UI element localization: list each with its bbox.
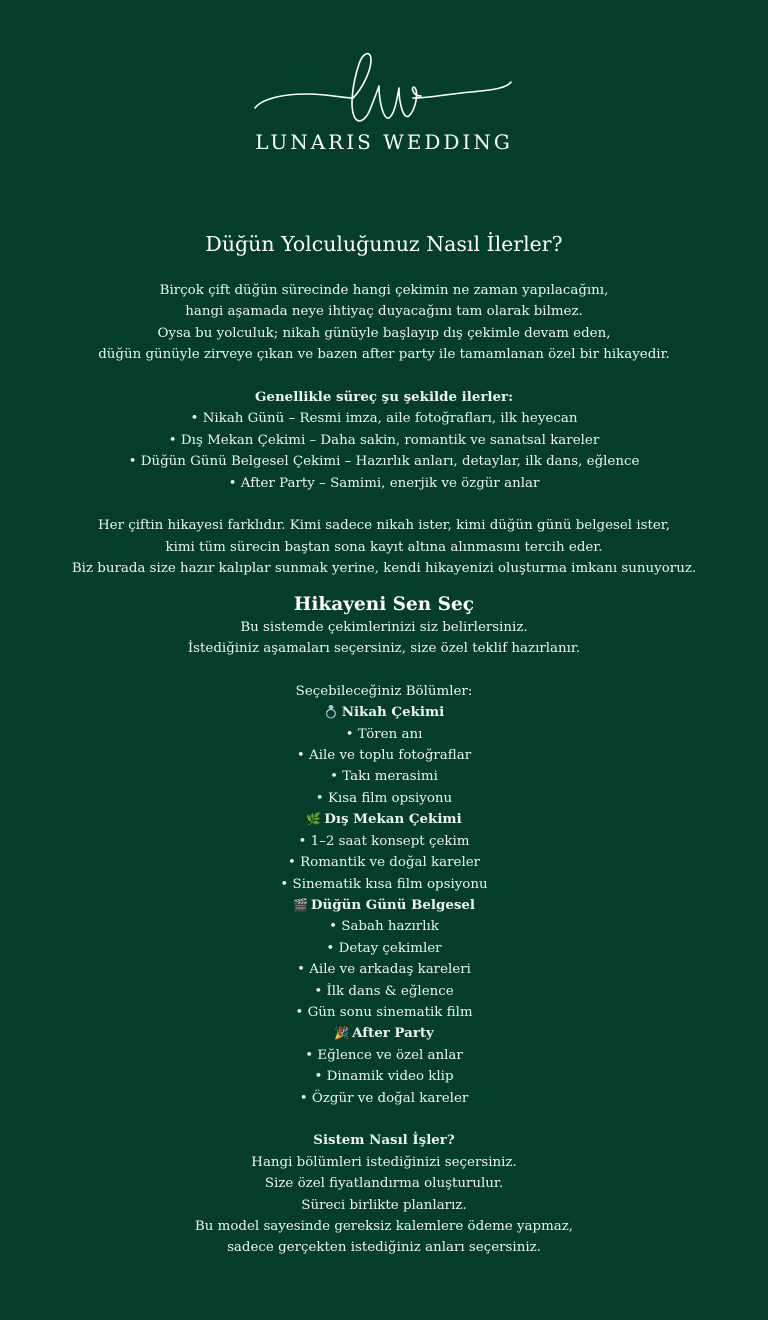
brand-name: LUNARIS WEDDING xyxy=(255,130,513,154)
section-title-text: Düğün Günü Belgesel xyxy=(310,896,476,913)
clapper-board-icon: 🎬 xyxy=(292,897,308,912)
choose-line: İstediğiniz aşamaları seçersiniz, size özel teklif hazırlanır. xyxy=(187,641,581,657)
section-item: • Detay çekimler xyxy=(326,940,442,956)
section-item: • 1–2 saat konsept çekim xyxy=(298,833,470,849)
page-title: Düğün Yolculuğunuz Nasıl İlerler? xyxy=(205,232,563,256)
spacer xyxy=(0,366,768,387)
main-content xyxy=(0,230,768,1259)
section-item: • Romantik ve doğal kareler xyxy=(287,855,481,871)
section-title-text: After Party xyxy=(352,1025,434,1042)
choose-line: Bu sistemde çekimlerinizi siz belirlersiniz. xyxy=(240,619,528,635)
section-item: • Sabah hazırlık xyxy=(329,919,439,935)
section-item: • İlk dans & eğlence xyxy=(314,983,454,999)
section-item: • Sinematik kısa film opsiyonu xyxy=(280,876,488,892)
section-title-text: Nikah Çekimi xyxy=(341,704,445,721)
intro-line: hangi aşamada neye ihtiyaç duyacağını tam olarak bilmez. xyxy=(185,304,583,320)
spacer xyxy=(0,494,768,515)
spacer xyxy=(0,659,768,680)
process-item: • Nikah Günü – Resmi imza, aile fotoğrafları, ilk heyecan xyxy=(190,411,578,427)
section-title-nikah xyxy=(0,702,768,723)
story-line: Biz burada size hazır kalıplar sunmak yerine, kendi hikayenizi oluşturma imkanı sunuyoruz. xyxy=(71,561,697,577)
choose-title: Hikayeni Sen Seç xyxy=(293,593,475,615)
section-item: • Tören anı xyxy=(345,726,423,742)
spacer xyxy=(0,580,768,593)
system-title: Sistem Nasıl İşler? xyxy=(313,1132,455,1149)
system-line: sadece gerçekten istediğiniz anları seçersiniz. xyxy=(227,1240,541,1256)
section-item: • Takı merasimi xyxy=(330,769,438,785)
intro-line: Birçok çift düğün sürecinde hangi çekimin ne zaman yapılacağını, xyxy=(159,283,609,298)
section-item: • Gün sonu sinematik film xyxy=(295,1004,473,1020)
section-item: • Aile ve toplu fotoğraflar xyxy=(296,748,472,764)
intro-line: Oysa bu yolculuk; nikah günüyle başlayıp dış çekimle devam eden, xyxy=(157,325,611,341)
process-section xyxy=(0,387,768,494)
leaf-icon: 🌿 xyxy=(306,812,322,827)
system-line: Size özel fiyatlandırma oluşturulur. xyxy=(264,1176,504,1192)
process-item: • Dış Mekan Çekimi – Daha sakin, romantik ve sanatsal kareler xyxy=(168,432,600,448)
section-item: • Eğlence ve özel anlar xyxy=(305,1047,463,1063)
system-section xyxy=(0,1130,768,1258)
choose-section xyxy=(0,593,768,1109)
spacer xyxy=(0,1109,768,1130)
process-item: • Düğün Günü Belgesel Çekimi – Hazırlık anları, detaylar, ilk dans, eğlence xyxy=(128,454,640,470)
ring-icon: 💍 xyxy=(323,705,339,720)
story-line: kimi tüm sürecin baştan sona kayıt altına alınmasını tercih eder. xyxy=(165,539,603,555)
system-line: Hangi bölümleri istediğinizi seçersiniz. xyxy=(251,1154,517,1170)
brand-logo xyxy=(0,48,768,154)
section-title-dis-mekan xyxy=(0,809,768,830)
section-item: • Dinamik video klip xyxy=(314,1069,454,1085)
party-popper-icon: 🎉 xyxy=(334,1026,350,1041)
section-item: • Özgür ve doğal kareler xyxy=(299,1090,469,1106)
intro-paragraph xyxy=(0,280,768,366)
section-title-dugun-gunu xyxy=(0,895,768,916)
intro-line: düğün günüyle zirveye çıkan ve bazen after party ile tamamlanan özel bir hikayedir. xyxy=(98,347,670,363)
section-title-text: Dış Mekan Çekimi xyxy=(324,811,462,828)
sections-label: Seçebileceğiniz Bölümler: xyxy=(295,683,473,699)
section-item: • Aile ve arkadaş kareleri xyxy=(297,962,471,978)
section-item: • Kısa film opsiyonu xyxy=(315,790,453,806)
process-item: • After Party – Samimi, enerjik ve özgür anlar xyxy=(228,475,540,491)
section-title-after-party xyxy=(0,1023,768,1044)
system-line: Süreci birlikte planlarız. xyxy=(301,1197,467,1213)
system-line: Bu model sayesinde gereksiz kalemlere ödeme yapmaz, xyxy=(194,1219,574,1234)
story-paragraph xyxy=(0,515,768,579)
lw-monogram-icon xyxy=(249,48,519,128)
process-title: Genellikle süreç şu şekilde ilerler: xyxy=(254,389,514,406)
story-line: Her çiftin hikayesi farklıdır. Kimi sadece nikah ister, kimi düğün günü belgesel ister, xyxy=(98,518,670,534)
